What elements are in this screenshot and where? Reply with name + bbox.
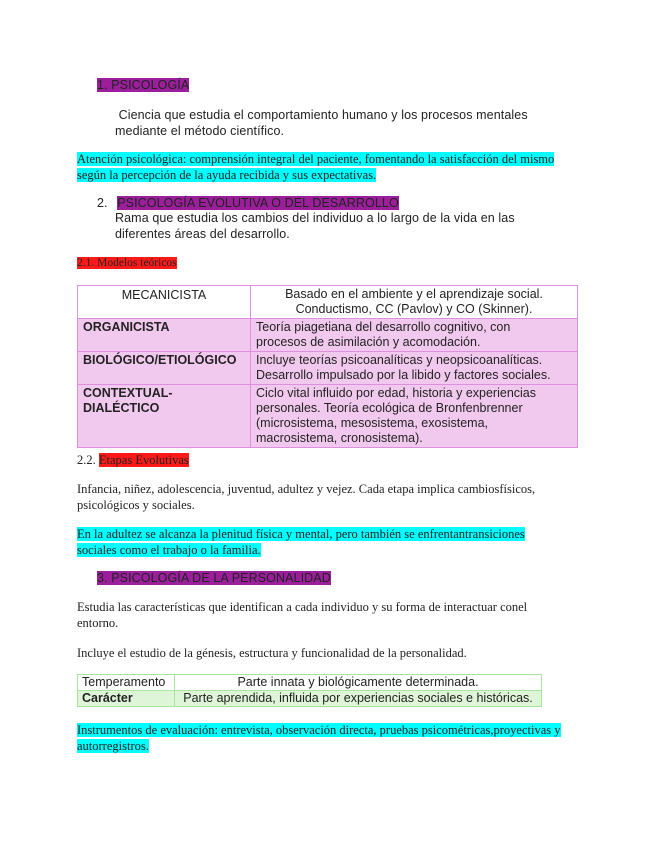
model-name-line: CONTEXTUAL- <box>83 386 173 400</box>
description-line: Basado en el ambiente y el aprendizaje social. <box>285 287 543 301</box>
description-line: macrosistema, cronosistema). <box>256 431 423 445</box>
models-heading <box>77 255 177 271</box>
section-3-heading-text: 3. PSICOLOGÍA DE LA PERSONALIDAD <box>97 571 331 585</box>
description-line: Teoría piagetiana del desarrollo cognitivo, con <box>256 320 511 334</box>
table-row <box>78 352 578 385</box>
stages-line-2: psicológicos y sociales. <box>77 498 195 512</box>
model-name <box>78 385 251 448</box>
instruments-line-1: Instrumentos de evaluación: entrevista, observación directa, pruebas psicométricas,proyectivas y <box>77 723 561 737</box>
stages-paragraph <box>77 481 535 513</box>
section-2-number: 2. <box>97 196 108 210</box>
models-heading-text: 2.1. Modelos teóricos <box>77 257 177 269</box>
table-row <box>78 319 578 352</box>
adulthood-paragraph <box>77 526 525 558</box>
instruments-paragraph <box>77 722 561 754</box>
table-row <box>78 286 578 319</box>
section-2-definition <box>115 210 515 242</box>
description-line: procesos de asimilación y acomodación. <box>256 335 481 349</box>
models-table <box>77 285 578 448</box>
model-description <box>251 352 578 385</box>
attention-line-2: según la percepción de la ayuda recibida y sus expectativas. <box>77 168 377 182</box>
description-line: personales. Teoría ecológica de Bronfenbrenner <box>256 401 523 415</box>
adulthood-line-2: sociales como el trabajo o la familia. <box>77 543 261 557</box>
definition-line-2: diferentes áreas del desarrollo. <box>115 227 290 241</box>
section-2-heading <box>97 195 399 211</box>
stages-prefix: 2.2. <box>77 453 99 467</box>
definition-line-1: Rama que estudia los cambios del individuo a lo largo de la vida en las <box>115 211 515 225</box>
instruments-line-2: autorregistros. <box>77 739 149 753</box>
section-1-heading <box>97 77 189 93</box>
description-line: Desarrollo impulsado por la libido y factores sociales. <box>256 368 551 382</box>
table-row <box>78 385 578 448</box>
paragraph-line-2: entorno. <box>77 616 119 630</box>
description-line: (microsistema, mesosistema, exosistema, <box>256 416 489 430</box>
section-1-definition <box>115 107 528 139</box>
traits-table <box>77 674 542 707</box>
model-name: ORGANICISTA <box>78 319 251 352</box>
definition-line-2: mediante el método científico. <box>115 124 285 138</box>
stages-heading <box>77 452 189 468</box>
trait-name: Temperamento <box>78 675 175 691</box>
table-row <box>78 691 542 707</box>
model-description <box>251 286 578 319</box>
stages-line-1: Infancia, niñez, adolescencia, juventud, adultez y vejez. Cada etapa implica cambiosfísicos, <box>77 482 536 496</box>
stages-heading-text: Etapas Evolutivas <box>98 453 189 467</box>
attention-paragraph <box>77 151 554 183</box>
table-row <box>78 675 542 691</box>
paragraph-line-1: Estudia las características que identifican a cada individuo y su forma de interactuar conel <box>77 600 528 614</box>
definition-line-1: Ciencia que estudia el comportamiento humano y los procesos mentales <box>115 108 528 122</box>
model-description <box>251 319 578 352</box>
adulthood-line-1: En la adultez se alcanza la plenitud física y mental, pero también se enfrentantransiciones <box>77 527 525 541</box>
model-description <box>251 385 578 448</box>
section-2-heading-text: PSICOLOGÍA EVOLUTIVA O DEL DESARROLLO <box>117 196 399 210</box>
description-line: Conductismo, CC (Pavlov) y CO (Skinner). <box>295 302 533 316</box>
description-line: Incluye teorías psicoanalíticas y neopsicoanalíticas. <box>256 353 543 367</box>
description-line: Ciclo vital influido por edad, historia y experiencias <box>256 386 537 400</box>
trait-description: Parte innata y biológicamente determinada. <box>175 675 542 691</box>
model-name: BIOLÓGICO/ETIOLÓGICO <box>78 352 251 385</box>
attention-line-1: Atención psicológica: comprensión integral del paciente, fomentando la satisfacción del mismo <box>77 152 555 166</box>
model-name: MECANICISTA <box>78 286 251 319</box>
section-3-heading <box>97 570 331 586</box>
model-name-line: DIALÉCTICO <box>83 401 160 415</box>
personality-paragraph-1 <box>77 599 527 631</box>
section-1-heading-text: 1. PSICOLOGÍA <box>97 78 190 92</box>
trait-name: Carácter <box>78 691 175 707</box>
trait-description: Parte aprendida, influida por experiencias sociales e históricas. <box>175 691 542 707</box>
personality-paragraph-2: Incluye el estudio de la génesis, estructura y funcionalidad de la personalidad. <box>77 646 467 660</box>
